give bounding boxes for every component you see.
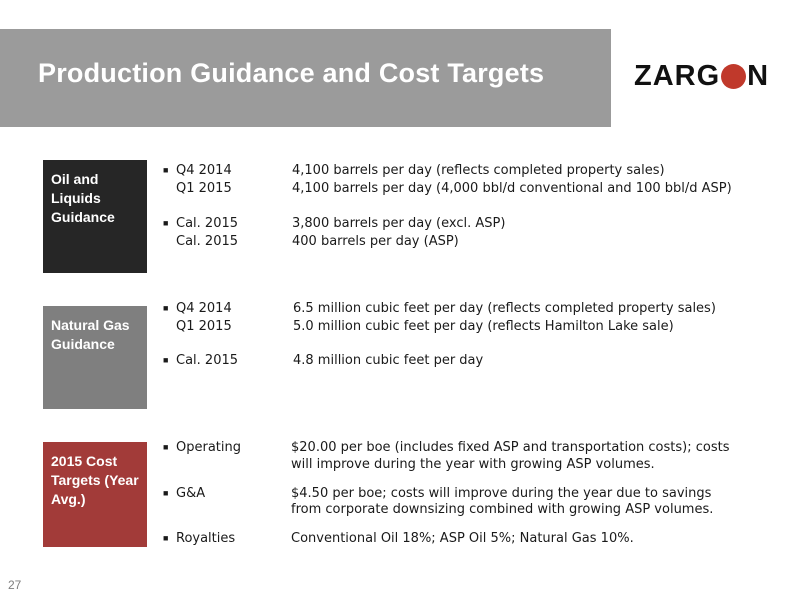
oil-liquids-guidance-label: Oil and Liquids Guidance — [43, 160, 147, 273]
oil-row-3-period: Cal. 2015 — [176, 216, 239, 231]
gas-row-2-period: Q1 2015 — [176, 319, 232, 334]
natural-gas-guidance-label: Natural Gas Guidance — [43, 306, 147, 409]
gas-row-2-value: 5.0 million cubic feet per day (reflects Hamilton Lake sale) — [293, 319, 674, 334]
gas-row-3-value: 4.8 million cubic feet per day — [293, 353, 484, 368]
oil-row-3-value: 3,800 barrels per day (excl. ASP) — [292, 216, 506, 231]
logo-text-start: ZARG — [634, 59, 721, 92]
bullet-icon: ■ — [163, 488, 169, 498]
bullet-icon: ■ — [163, 218, 169, 228]
cost-row-2-line2: from corporate downsizing combined with growing ASP volumes. — [291, 502, 714, 517]
bullet-icon: ■ — [163, 533, 169, 543]
gas-row-3-period: Cal. 2015 — [176, 353, 239, 368]
bullet-icon: ■ — [163, 355, 169, 365]
bullet-icon: ■ — [163, 303, 169, 313]
cost-row-2-line1: $4.50 per boe; costs will improve during the year due to savings — [291, 486, 712, 501]
oil-row-2-period: Q1 2015 — [176, 181, 232, 196]
oil-row-1-period: Q4 2014 — [176, 163, 232, 178]
cost-row-1-line2: will improve during the year with growing ASP volumes. — [291, 457, 655, 472]
cost-targets-label: 2015 Cost Targets (Year Avg.) — [43, 442, 147, 547]
cost-row-3-line1: Conventional Oil 18%; ASP Oil 5%; Natural Gas 10%. — [291, 531, 634, 546]
cost-row-3-item: Royalties — [176, 531, 236, 546]
page-number: 27 — [8, 578, 22, 592]
cost-row-1-item: Operating — [176, 440, 241, 455]
bullet-icon: ■ — [163, 442, 169, 452]
page-title: Production Guidance and Cost Targets — [38, 58, 545, 88]
logo-o-circle — [721, 64, 746, 89]
gas-row-1-value: 6.5 million cubic feet per day (reflects completed property sales) — [293, 301, 716, 316]
oil-row-4-value: 400 barrels per day (ASP) — [292, 234, 459, 249]
oil-row-1-value: 4,100 barrels per day (reflects completed property sales) — [292, 163, 665, 178]
oil-row-4-period: Cal. 2015 — [176, 234, 239, 249]
logo-text-end: N — [747, 59, 770, 92]
gas-row-1-period: Q4 2014 — [176, 301, 232, 316]
zargon-logo — [634, 60, 769, 92]
oil-row-2-value: 4,100 barrels per day (4,000 bbl/d conventional and 100 bbl/d ASP) — [292, 181, 732, 196]
cost-row-2-item: G&A — [176, 486, 206, 501]
bullet-icon: ■ — [163, 165, 169, 175]
cost-row-1-line1: $20.00 per boe (includes fixed ASP and transportation costs); costs — [291, 440, 730, 455]
